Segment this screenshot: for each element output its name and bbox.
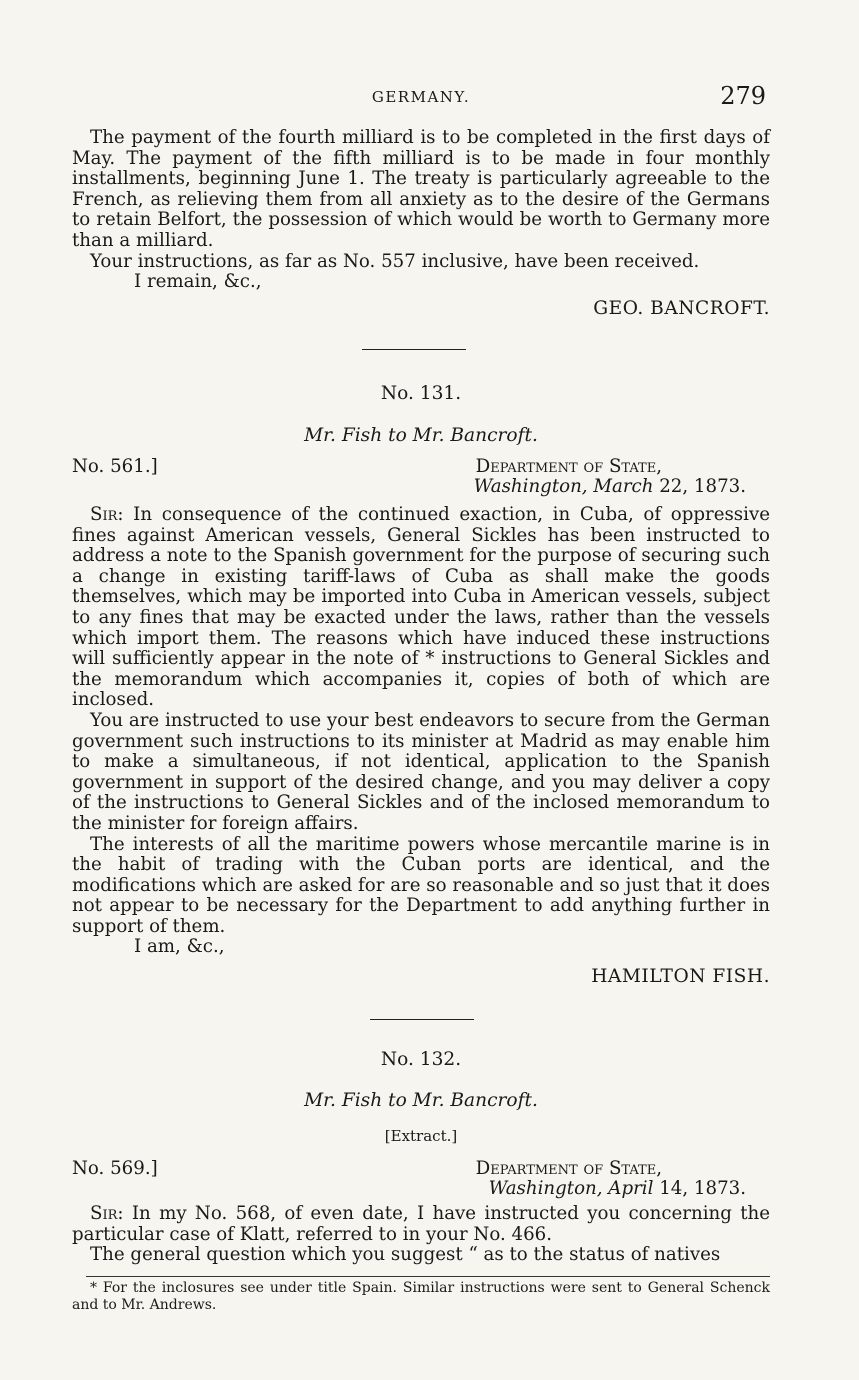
doc131-body [72, 505, 770, 958]
doc132-extract-label: [Extract.] [384, 1127, 458, 1145]
doc132-ref: No. 569.] [72, 1158, 158, 1179]
doc132-date-place: Washington, April [488, 1178, 654, 1199]
page-content [72, 0, 770, 1380]
letter-end-paragraph: The payment of the fourth milliard is to be completed in the first days of May. The payment of the fifth milliard is to be made in four monthly installments, beginning June 1. The treaty is particularly agreeable to the French, as relieving them from all anxiety as to the desire of the Germans to retain Belfort, the possession of which would be worth to Germany more than a milliard. [72, 127, 770, 251]
doc132-number: No. 132. [380, 1049, 462, 1070]
doc131-closing: I am, &c., [134, 936, 225, 958]
doc132-department: Department of State, [475, 1158, 662, 1179]
doc132-body [72, 1204, 770, 1266]
doc131-date-place: Washington, March [473, 476, 654, 497]
doc131-ref: No. 561.] [72, 456, 158, 477]
doc131-heading: Mr. Fish to Mr. Bancroft. [304, 425, 538, 446]
doc132-paragraph-2: The general question which you suggest “ as to the status of natives [90, 1244, 721, 1266]
letter-end-paragraph-2: Your instructions, as far as No. 557 inclusive, have been received. [90, 250, 700, 272]
running-head [72, 82, 770, 112]
doc131-date-rest: 22, 1873. [659, 476, 746, 497]
doc131-salutation: Sir [90, 504, 118, 525]
doc132-date [489, 1178, 746, 1199]
doc132-date-rest: 14, 1873. [659, 1178, 746, 1199]
doc132-heading: Mr. Fish to Mr. Bancroft. [304, 1090, 538, 1111]
doc131-paragraph-3: The interests of all the maritime powers whose mercantile marine is in the habit of trading with the Cuban ports are identical, and the modifications which are asked for are so reasonable and so just that it does not appear to be necessary for the Department to add anything further in support of them. [72, 833, 770, 937]
section-divider-2 [370, 1019, 474, 1020]
footnote-text: * For the inclosures see under title Spain. Similar instructions were sent to General Schenck and to Mr. Andrews. [72, 1280, 770, 1313]
doc131-date [474, 476, 746, 497]
doc131-paragraph-1 [72, 505, 770, 711]
doc131-department: Department of State, [475, 456, 662, 477]
running-head-title: GERMANY. [371, 88, 471, 106]
doc131-paragraph-2: You are instructed to use your best endeavors to secure from the German government such instructions to its minister at Madrid as may enable him to make a simultaneous, if not identical, application to the Spanish government in support of the desired change, and you may deliver a copy of the instructions to General Sickles and of the inclosed memorandum to the minister for foreign affairs. [72, 709, 770, 834]
footnote [72, 1280, 770, 1314]
doc131-paragraph-1-text: : In consequence of the continued exaction, in Cuba, of oppressive fines against American vessels, General Sickles has been instructed to address a note to the Spanish government for the purpose of securing such a change in existing tariff-laws of Cuba as shall make the goods themselves, which may be imported into Cuba in American vessels, subject to any fines that may be exacted under the laws, rather than the vessels which import them. The reasons which have induced these instructions will sufficiently appear in the note of * instructions to General Sickles and the memorandum which accompanies it, copies of both of which are inclosed. [72, 504, 770, 711]
page-number: 279 [720, 82, 766, 110]
letter-end-signature: GEO. BANCROFT. [593, 298, 770, 319]
doc132-paragraph-1-text: : In my No. 568, of even date, I have instructed you concerning the particular case of Klatt, referred to in your No. 466. [72, 1203, 770, 1245]
doc131-number: No. 131. [380, 383, 462, 404]
section-divider [362, 349, 466, 350]
letter-end [72, 128, 770, 293]
doc132-salutation: Sir [90, 1203, 118, 1224]
doc132-paragraph-1 [72, 1204, 770, 1245]
footnote-rule [86, 1276, 770, 1277]
letter-end-closing: I remain, &c., [134, 271, 262, 293]
doc131-signature: HAMILTON FISH. [591, 966, 770, 987]
